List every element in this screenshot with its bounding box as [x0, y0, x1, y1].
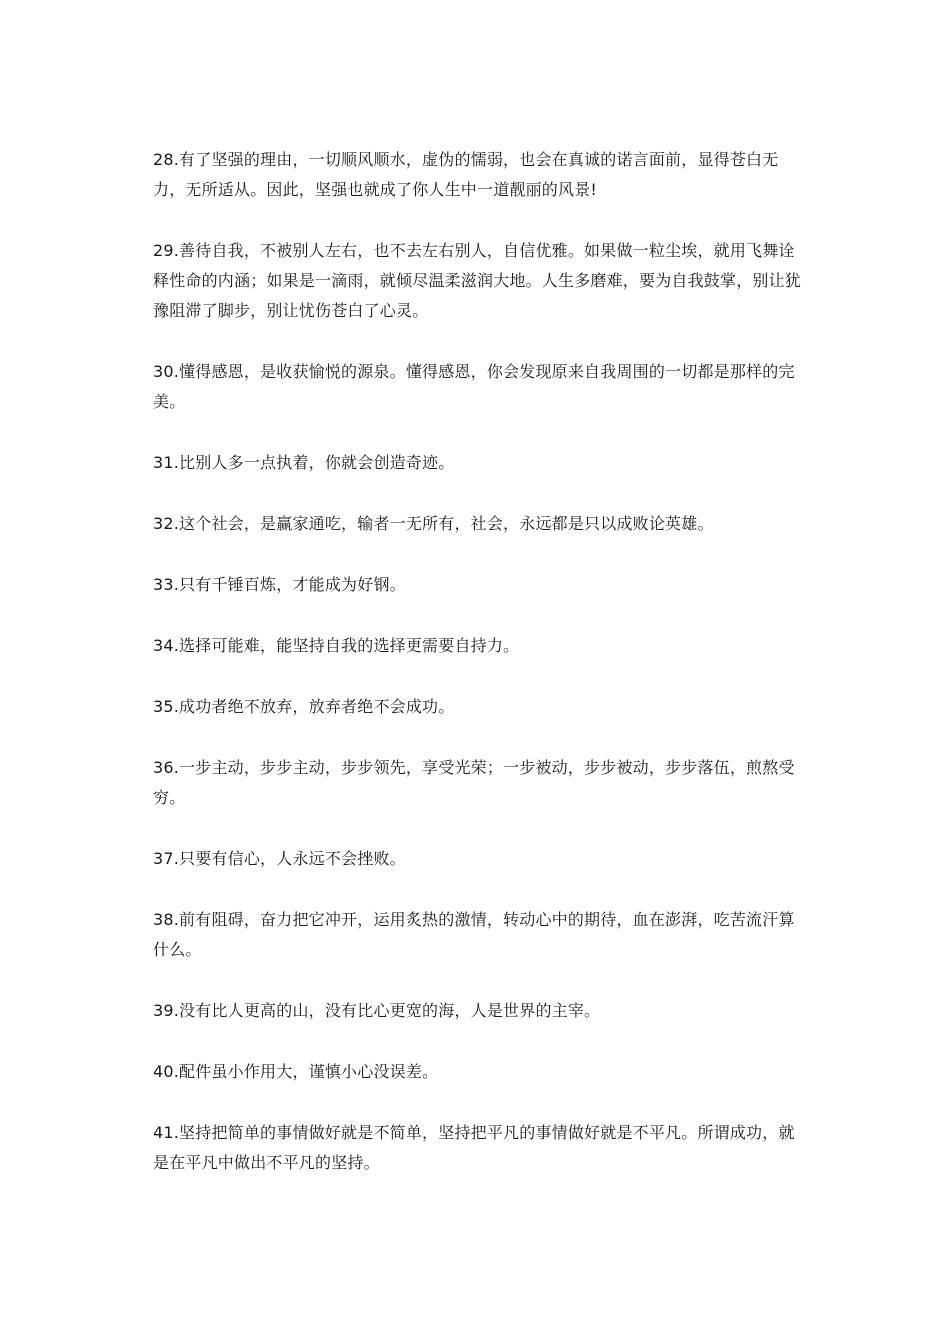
paragraph-29: 29.善待自我，不被别人左右，也不去左右别人，自信优雅。如果做一粒尘埃，就用飞舞诠释性命的内涵；如果是一滴雨，就倾尽温柔滋润大地。人生多磨难，要为自我鼓掌，别让犹豫阻滞了脚步，别让忧伤苍白了心灵。 — [153, 241, 802, 320]
paragraph-36: 36.一步主动，步步主动，步步领先，享受光荣；一步被动，步步被动，步步落伍，煎熬受穷。 — [153, 758, 795, 807]
paragraph-40: 40.配件虽小作用大，谨慎小心没误差。 — [153, 1062, 439, 1081]
paragraph-32: 32.这个社会，是赢家通吃，输者一无所有，社会，永远都是只以成败论英雄。 — [153, 514, 714, 533]
paragraph-31: 31.比别人多一点执着，你就会创造奇迹。 — [153, 453, 455, 472]
paragraph-37: 37.只要有信心，人永远不会挫败。 — [153, 849, 406, 868]
paragraph-38: 38.前有阻碍，奋力把它冲开，运用炙热的激情，转动心中的期待，血在澎湃，吃苦流汗算什么。 — [153, 910, 795, 959]
paragraph-28: 28.有了坚强的理由，一切顺风顺水，虚伪的懦弱，也会在真诚的诺言面前，显得苍白无力，无所适从。因此，坚强也就成了你人生中一道靓丽的风景! — [153, 150, 779, 199]
document-body — [153, 145, 801, 1209]
paragraph-30: 30.懂得感恩，是收获愉悦的源泉。懂得感恩，你会发现原来自我周围的一切都是那样的完美。 — [153, 362, 795, 411]
paragraph-41: 41.坚持把简单的事情做好就是不简单，坚持把平凡的事情做好就是不平凡。所谓成功，就是在平凡中做出不平凡的坚持。 — [153, 1123, 795, 1172]
paragraph-39: 39.没有比人更高的山，没有比心更宽的海，人是世界的主宰。 — [153, 1001, 601, 1020]
paragraph-35: 35.成功者绝不放弃，放弃者绝不会成功。 — [153, 697, 455, 716]
paragraph-34: 34.选择可能难，能坚持自我的选择更需要自持力。 — [153, 636, 520, 655]
paragraph-33: 33.只有千锤百炼，才能成为好钢。 — [153, 575, 406, 594]
